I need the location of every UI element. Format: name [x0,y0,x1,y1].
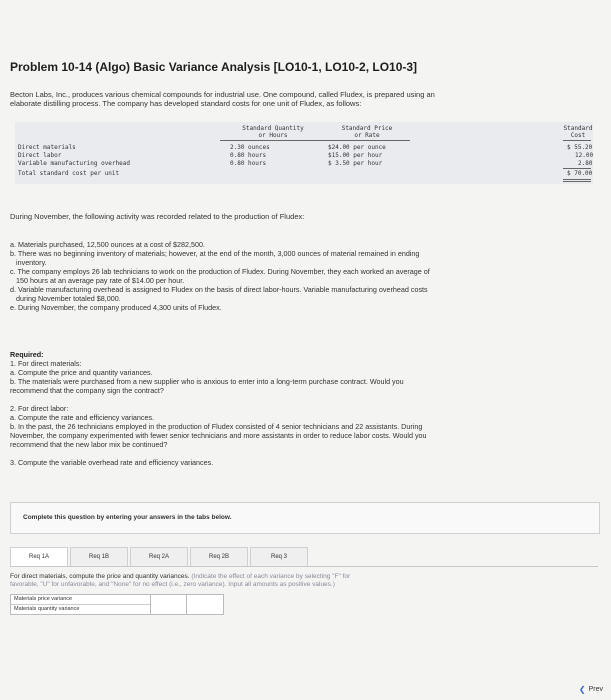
tab-req-1b[interactable]: Req 1B [70,547,128,566]
variance-amount-input[interactable] [150,594,188,615]
list-item: 2. For direct labor: [10,404,69,413]
header-rule [563,140,591,141]
prev-button-label: Prev [588,685,603,693]
problem-intro [10,90,600,108]
subtotal-rule [563,168,591,169]
list-item: a. Materials purchased, 12,500 ounces at a cost of $282,500. [10,240,205,249]
tab-req-2b[interactable]: Req 2B [190,547,248,566]
complete-banner-text: Complete this question by entering your answers in the tabs below. [23,514,232,521]
answer-table [10,594,152,615]
tab-req-3[interactable]: Req 3 [250,547,308,566]
tab-instructions [10,573,600,589]
chevron-left-icon: ❮ [578,684,586,694]
header-rule [325,140,410,141]
variance-effect-select[interactable] [186,594,224,615]
table-row: Direct materials 2.30 ounces $24.00 per ounce $ 55.20 [18,144,593,151]
list-item: November, the company experimented with fewer senior technicians and more assistants in order to reduce labor costs. Would you [10,431,427,440]
list-item: b. The materials were purchased from a new supplier who is anxious to enter into a long-term purchase contract. Would you [10,377,404,386]
list-item: 1. For direct materials: [10,359,82,368]
prev-button[interactable] [579,683,603,695]
header-rule [220,140,328,141]
list-item: recommend that the company sign the contract? [10,386,164,395]
list-item: b. There was no beginning inventory of materials; however, at the end of the month, 3,000 ounces of material remained in ending [10,249,420,258]
list-item: 150 hours at an average pay rate of $14.00 per hour. [16,276,185,285]
table-row: Direct labor 0.80 hours $15.00 per hour 12.00 [18,152,594,159]
list-item: during November totaled $8,000. [16,294,121,303]
table-row: Variable manufacturing overhead 0.80 hours $ 3.50 per hour 2.80 [18,160,593,167]
instructions-detail: (Indicate the effect of each variance by selecting "F" for [191,573,351,580]
required-section [10,350,600,467]
answer-row-label: Materials quantity variance [14,606,80,612]
intro-line: elaborate distilling process. The company has developed standard costs for one unit of Fludex, as follows: [10,99,362,108]
list-item: d. Variable manufacturing overhead is assigned to Fludex on the basis of direct labor-hours. Variable manufacturing overhead costs [10,285,428,294]
activity-intro: During November, the following activity was recorded related to the production of Fludex: [10,212,305,221]
list-item: 3. Compute the variable overhead rate and efficiency variances. [10,458,214,467]
requirement-tabs [10,544,598,567]
list-item: recommend that the new labor mix be continued? [10,440,168,449]
header-standard-quantity: Standard Quantity or Hours [242,125,304,139]
list-item: c. The company employs 26 lab technicians to work on the production of Fludex. During November, they each worked an average of [10,267,430,276]
complete-banner [10,502,600,534]
intro-line: Becton Labs, Inc., produces various chemical compounds for industrial use. One compound, called Fludex, is prepared using an [10,90,435,99]
problem-title: Problem 10-14 (Algo) Basic Variance Analysis [LO10-1, LO10-2, LO10-3] [10,60,418,74]
table-row: Total standard cost per unit $ 70.00 [18,170,593,177]
list-item: a. Compute the rate and efficiency variances. [10,413,155,422]
list-item: a. Compute the price and quantity variances. [10,368,153,377]
list-item: inventory. [16,258,47,267]
header-standard-cost: Standard Cost [563,125,593,139]
instructions-detail: favorable, "U" for unfavorable, and "None" for no effect (i.e., zero variance). Input all amounts as positive values.) [10,581,335,588]
tab-req-1a[interactable]: Req 1A [10,547,68,566]
answer-row-label: Materials price variance [11,595,151,605]
instructions-lead: For direct materials, compute the price and quantity variances. [10,573,190,580]
list-item: b. In the past, the 26 technicians employed in the production of Fludex consisted of 4 senior technicians and 22 assistants. During [10,422,423,431]
activity-list [10,240,600,312]
standard-cost-table [15,122,593,184]
tab-req-2a[interactable]: Req 2A [130,547,188,566]
required-heading: Required: [10,350,44,359]
list-item: e. During November, the company produced 4,300 units of Fludex. [10,303,222,312]
total-double-rule [563,181,591,182]
total-double-rule [563,179,591,180]
header-standard-price: Standard Price or Rate [341,125,393,139]
